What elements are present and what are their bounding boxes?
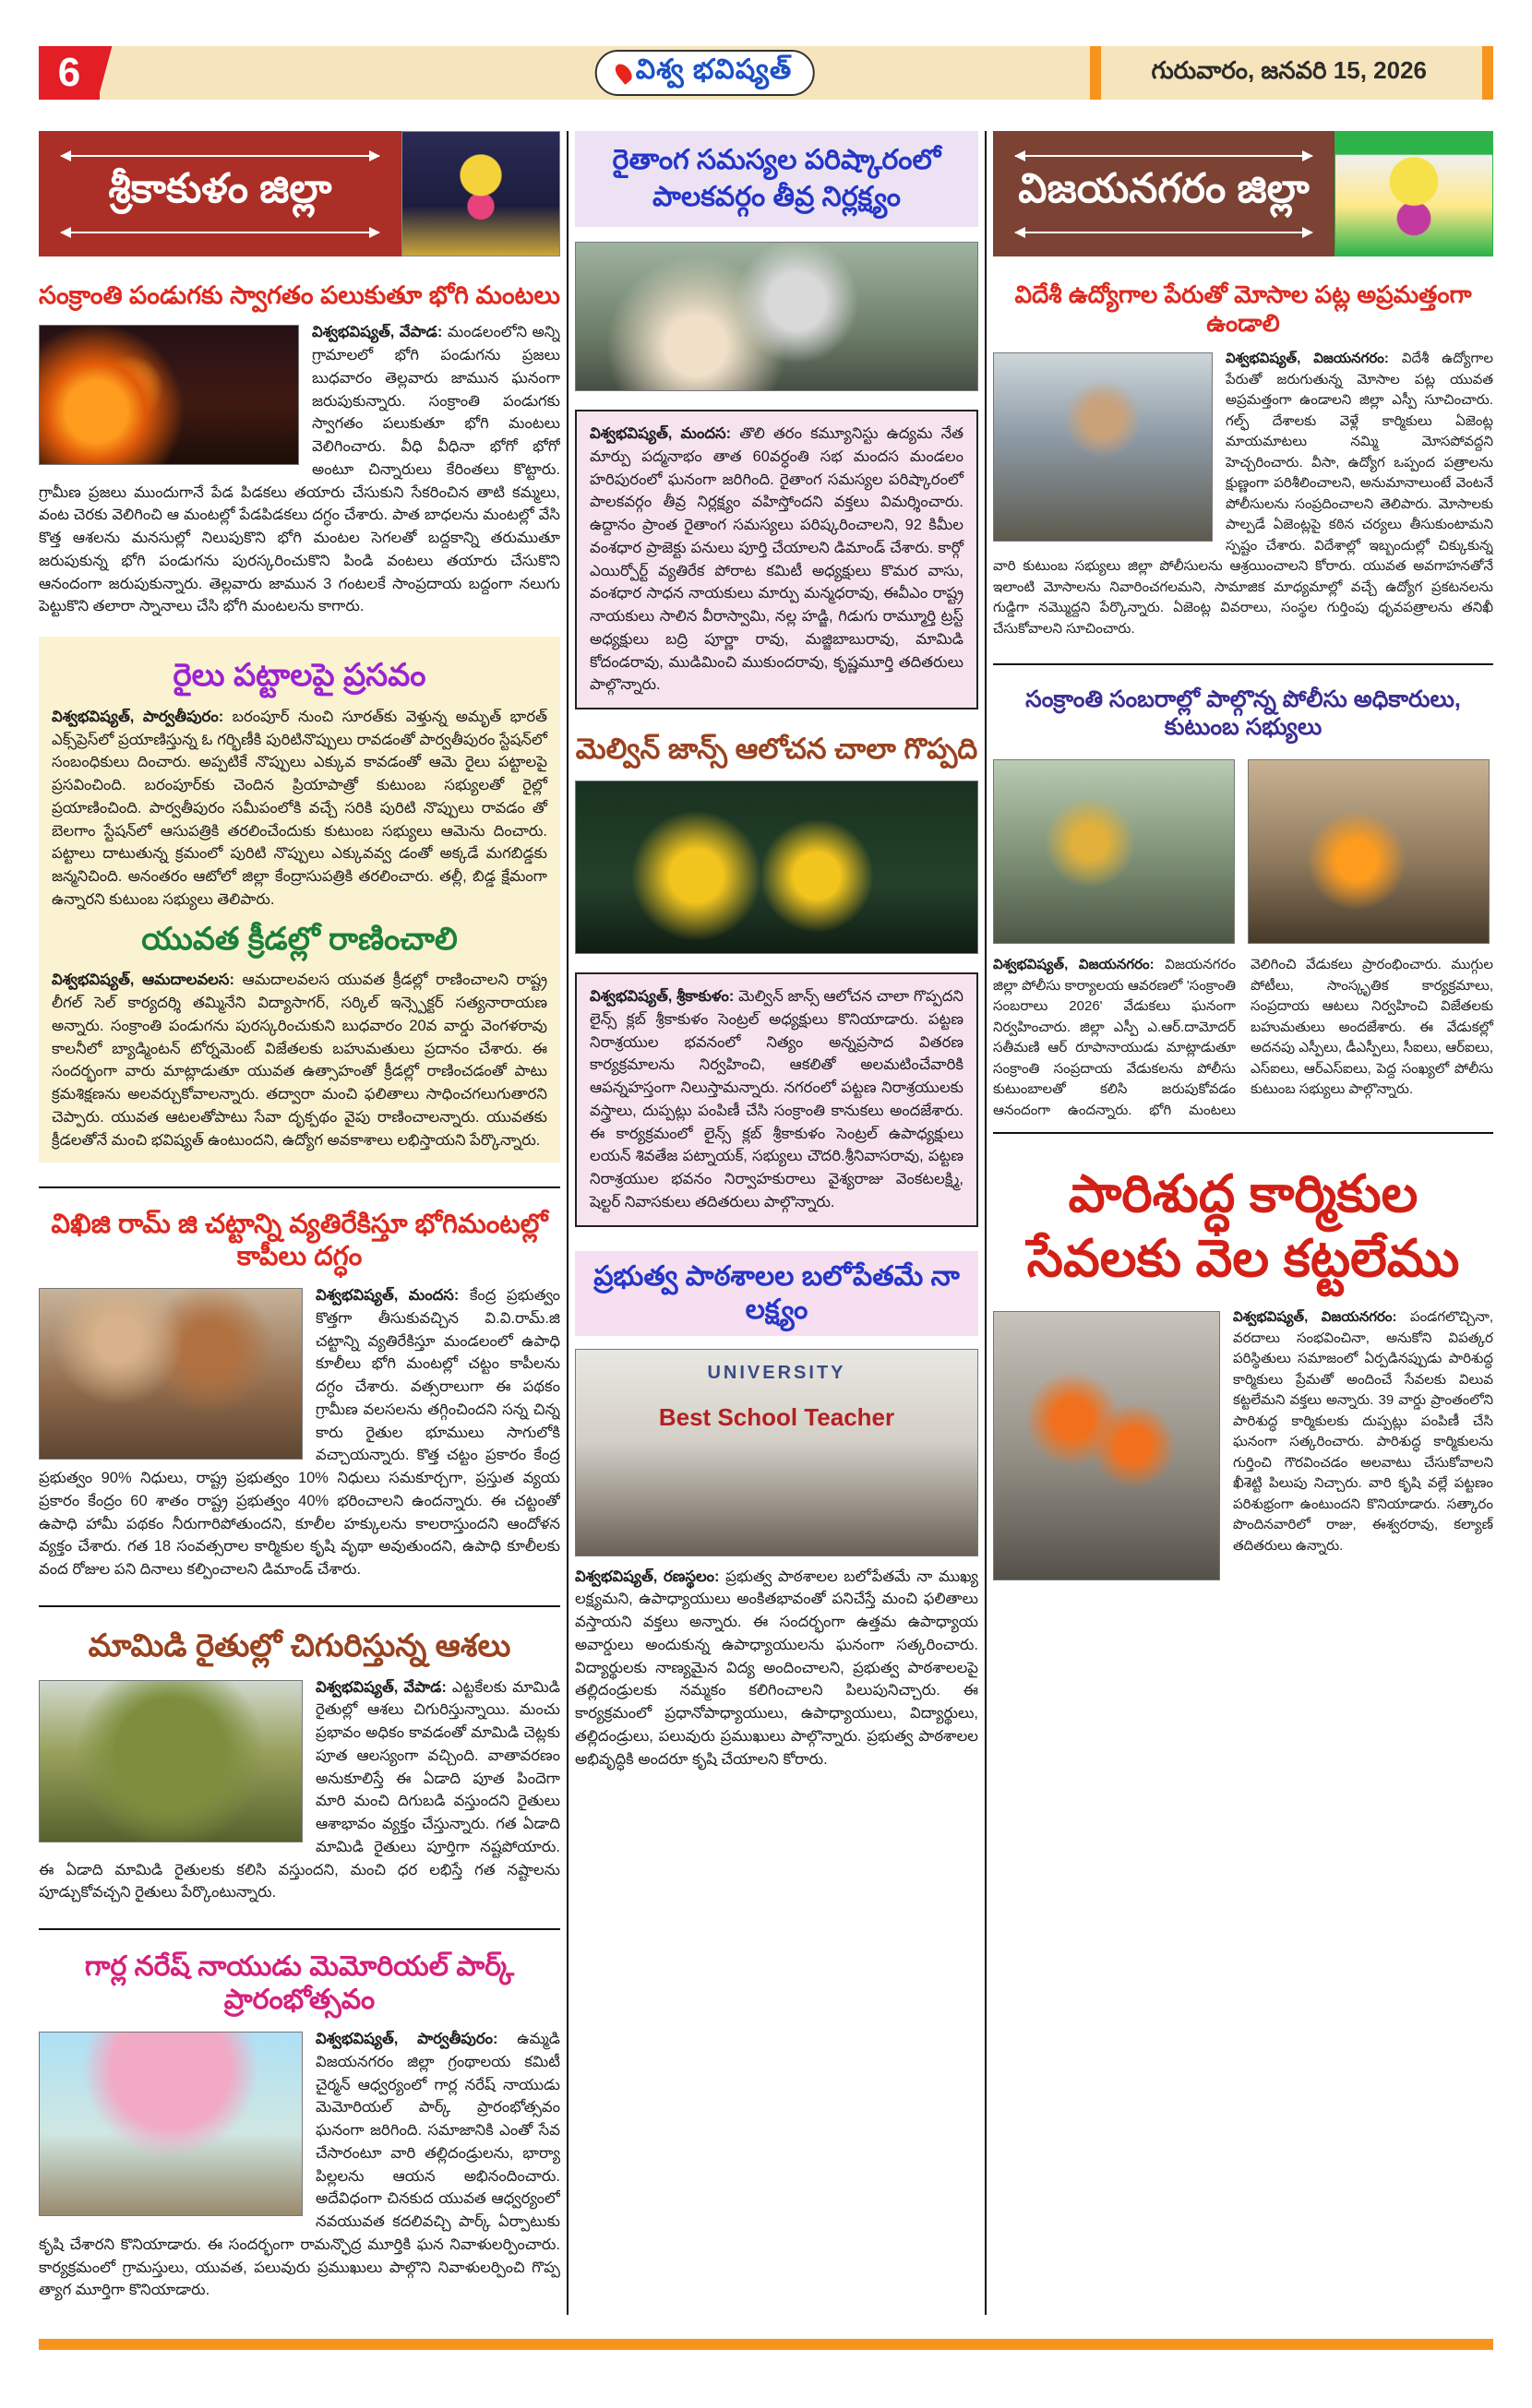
article-job-frauds (993, 349, 1493, 639)
headline-line1: పారిశుద్ధ కార్మికుల (1068, 1164, 1418, 1223)
banner-arrow-bottom (1015, 232, 1312, 233)
sankranti-celebration-photo (993, 759, 1235, 944)
date-cell (1090, 46, 1493, 100)
deity-image-srikakulam (401, 131, 560, 256)
section-divider (39, 1605, 560, 1607)
article-sanitation-workers (993, 1307, 1493, 1586)
banner-arrow-top (61, 155, 379, 157)
byline: విశ్వభవిష్యత్, విజయనగరం: (1233, 1309, 1397, 1326)
body-text: విదేశీ ఉద్యోగాల పేరుతో జరుగుతున్న మోసాల పట్ల యువత అప్రమత్తంగా ఉండాలని జిల్లా ఎస్పీ సూచించారు. గల్ఫ్ దేశాలకు వెళ్లే కార్మికులు ఏజెంట్ల మాయమాటలు నమ్మి మోసపోవద్దని హెచ్చరించారు. వీసా, ఉద్యోగ ఒప్పంద పత్రాలను క్షుణ్ణంగా పరిశీలించాలని, అనుమానాలుంటే వెంటనే పోలీసులను సంప్రదించాలని తెలిపారు. మోసాలకు పాల్పడే ఏజెంట్లపై కఠిన చర్యలు తీసుకుంటామని స్పష్టం చేశారు. విదేశాల్లో ఇబ్బందుల్లో చిక్కుకున్న వారి కుటుంబ సభ్యులు జిల్లా పోలీసులను ఆశ్రయించాలని కోరారు. యువత అవగాహనతోనే ఇలాంటి మోసాలను నివారించగలమని, సామాజిక మాధ్యమాల్లో వచ్చే ఉద్యోగ ప్రకటనలను గుడ్డిగా నమ్మొద్దని పేర్కొన్నారు. ఏజెంట్ల వివరాలు, సంస్థల గుర్తింపు ధృవపత్రాలను తనిఖీ చేసుకోవాలని సూచించారు. (993, 351, 1493, 637)
orange-divider-bar (1090, 46, 1101, 100)
farmers-issue-body-box (575, 410, 978, 709)
vizianagaram-banner-box (993, 131, 1335, 256)
column-srikakulam (39, 131, 560, 2315)
edition-date: గురువారం, జనవరి 15, 2026 (1151, 55, 1427, 84)
body-text: ఉమ్మడి విజయనగరం జిల్లా గ్రంథాలయ కమిటీ చైర్మన్ ఆధ్వర్యంలో గార్ల నరేష్ నాయుడు మెమోరియల్ పార్క్ ప్రారంభోత్సవం ఘనంగా జరిగింది. సమాజానికి ఎంతో సేవ చేసారంటూ వారి తల్లిదండ్రులను, భార్యా పిల్లలను ఆయన అభినందించారు. అదేవిధంగా చినకుద యువత ఆధ్వర్యంలో నవయువత కదలివచ్చి పార్క్ ఏర్పాటుకు కృషి చేశారని కొనియాడారు. ఈ సందర్భంగా రామన్ఛొద్ర మూర్తికి ఘన నివాళులర్పించారు. కార్యక్రమంలో గ్రామస్తులు, యువత, పలువురు ప్రముఖులు పాల్గొని నివాళులర్పించి గొప్ప త్యాగ మూర్తిగా కొనియాడారు. (39, 2031, 560, 2299)
byline: విశ్వభవిష్యత్, పార్వతీపురం: (52, 708, 224, 725)
police-officer-photo (993, 352, 1213, 542)
article-body (52, 969, 547, 1151)
header-band (39, 46, 1493, 100)
page-number-slash-decoration (100, 46, 113, 100)
headline-mango-farmers: మామిడి రైతుల్లో చిగురిస్తున్న ఆశలు (88, 1627, 511, 1663)
byline: విశ్వభవిష్యత్, పార్వతీపురం: (316, 2031, 498, 2048)
park-arch-photo (39, 2032, 303, 2216)
byline: విశ్వభవిష్యత్, వేపాడ: (316, 1678, 447, 1696)
section-divider (993, 1132, 1493, 1134)
headline-farmers-issues-line2: పాలకవర్గం తీవ్ర నిర్లక్ష్యం (652, 182, 901, 212)
banner-arrow-top (1015, 155, 1312, 157)
srikakulam-section-title: శ్రీకాకుళం జిల్లా (108, 165, 332, 211)
column-middle (575, 131, 978, 2315)
headline-sankranti-police: సంక్రాంతి సంబరాల్లో పాల్గొన్న పోలీసు అధికారులు, కుటుంబ సభ్యులు (1025, 686, 1461, 741)
deity-image-vizianagaram (1335, 131, 1493, 256)
sankranti-photo-row (993, 759, 1493, 944)
article-law-copies-burnt (39, 1284, 560, 1581)
article-body (52, 706, 547, 912)
newspaper-page (0, 46, 1532, 2408)
page-number: 6 (57, 50, 81, 95)
column-vizianagaram (993, 131, 1493, 2315)
column-divider (985, 131, 987, 2315)
article-memorial-park (39, 2028, 560, 2302)
article-body (590, 985, 963, 1214)
byline: విశ్వభవిష్యత్, వేపాడ: (312, 324, 443, 341)
banner-arrow-bottom (61, 232, 379, 233)
srikakulam-banner-box (39, 131, 401, 256)
masthead-title: విశ్వ భవిష్యత్ (635, 54, 793, 85)
headline-melvin-jones: మెల్విన్ జాన్స్ ఆలోచన చాలా గొప్పది (575, 733, 978, 765)
srikakulam-section-banner (39, 131, 560, 256)
body-text: మెల్విన్ జాన్స్ ఆలోచన చాలా గొప్పదని లైన్స్ క్లబ్ శ్రీకాకుళం సెంట్రల్ అధ్యక్షులు కొనియాడారు. పట్టణ నిరాశ్రయుల భవనంలో నిత్యం అన్నప్రసాద వితరణ కార్యక్రమాలను నిర్వహించి, ఆకలితో అలమటించేవారికి ఆపన్నహస్తంగా నిలుస్తామన్నారు. నగరంలో పట్టణ నిరాశ్రయులకు వస్త్రాలు, దుప్పట్లు పంపిణీ చేసి సంక్రాంతి కానుకలు అందజేశారు. ఈ కార్యక్రమంలో లైన్స్ క్లబ్ శ్రీకాకుళం సెంట్రల్ ఉపాధ్యక్షులు లయన్ శివతేజ పట్నాయక్, సభ్యులు చౌదరి.శ్రీనివాసరావు, పట్టణ నిరాశ్రయుల భవనం నిర్వాహకురాలు వైశ్యరాజు వెంకటలక్ష్మి, షెల్టర్ నివాసకులు తదితరులు పాల్గొన్నారు. (590, 988, 963, 1210)
body-text: మండలంలోని అన్ని గ్రామాలలో భోగి పండుగను ప్రజలు బుధవారం తెల్లవారు జామున ఘనంగా జరుపుకున్నారు. సంక్రాంతి పండుగకు స్వాగతం పలుకుతూ భోగి మంటలు వెలిగించారు. వీధి వీధినా భోగో భోగో అంటూ చిన్నారులు కేరింతలు కొట్టారు. గ్రామీణ ప్రజలు ముందుగానే పేడ పిడకలు తయారు చేసుకుని సేకరించిన తాటి కమ్మలు, వంట చెరకు వెలిగించి ఆ మంటల్లో పేడపిడకలు దగ్ధం చేశారు. పాత బాధలను మంటల్లో వేసి కొత్త ఆశలను మనసుల్లో నిలుపుకొని భోగి మంటల సెగలతో బద్దకాన్ని తరుముతూ జరుపుకున్న భోగి పండుగను పురస్కరించుకొని పిండి వంటలు తయారు చేసుకొని ఆనందంగా జరుపుకున్నారు. తెల్లవారు జామున 3 గంటలకే సాంప్రదాయ బద్దంగా నలుగు పెట్టుకొని తలారా స్నానాలు చేసి భోగి మంటలను కాగారు. (39, 324, 560, 615)
byline: విశ్వభవిష్యత్, మందస: (590, 425, 732, 442)
headline-farmers-issues-line1: రైతాంగ సమస్యల పరిష్కారంలో (612, 145, 941, 175)
best-teacher-award-photo (575, 1349, 978, 1556)
article-body (575, 1566, 978, 1771)
article-body (590, 423, 963, 697)
protest-group-photo (39, 1288, 303, 1460)
body-text: విజయనగరం జిల్లా పోలీసు కార్యాలయ ఆవరణలో 'సంక్రాంతి సంబరాలు 2026' వేడుకలు ఘనంగా నిర్వహించారు. జిల్లా ఎస్పీ ఎ.ఆర్.దామోదర్ సతీమణి ఆర్ రూపానాయుడు మాట్లాడుతూ సంక్రాంతి సంప్రదాయ వేడుకలను పోలీసు కుటుంబాలతో కలిసి జరుపుకోవడం ఆనందంగా ఉందన్నారు. భోగి మంటలు వెలిగించి వేడుకలు ప్రారంభించారు. ముగ్గుల పోటీలు, సాంస్కృతిక కార్యక్రమాలు, సంప్రదాయ ఆటలు నిర్వహించి విజేతలకు బహుమతులు అందజేశారు. ఈ వేడుకల్లో అదనపు ఎస్పీలు, డీఎస్పీలు, సీఐలు, ఆర్ఐలు, ఎస్ఐలు, ఆర్ఎస్ఐలు, పెద్ద సంఖ్యలో పోలీసు కుటుంబ సభ్యులు పాల్గొన్నారు. (993, 957, 1493, 1118)
police-bonfire-photo (1248, 759, 1490, 944)
section-divider (39, 1928, 560, 1930)
charity-distribution-photo (575, 781, 978, 954)
headline-bhogi-fires: సంక్రాంతి పండుగకు స్వాగతం పలుకుతూ భోగి మంటలు (39, 281, 561, 309)
byline: విశ్వభవిష్యత్, విజయనగరం: (1226, 351, 1389, 367)
vizianagaram-section-banner (993, 131, 1493, 256)
schools-headline-box (575, 1251, 978, 1336)
columns-wrap (39, 131, 1493, 2315)
masthead (595, 50, 815, 96)
byline: విశ్వభవిష్యత్, మందస: (316, 1287, 460, 1305)
headline-rail-delivery: రైలు పట్టాలపై ప్రసవం (173, 658, 426, 694)
photo-text-university: UNIVERSITY (707, 1362, 846, 1383)
article-body (993, 955, 1493, 1121)
body-text: ఆమదాలవలస యువత క్రీడల్లో రాణించాలని రాష్ట్ర లీగల్ సెల్ కార్యదర్శి తమ్మినేని విద్యాసాగర్, సర్కిల్ ఇన్స్పెక్టర్ సత్యనారాయణ అన్నారు. సంక్రాంతి పండుగను పురస్కరించుకుని బుధవారం 20వ వార్డు వెంగళరావు కాలనీలో బ్యాడ్మింటన్ టోర్నమెంట్ విజేతలకు బహుమతులు ప్రదానం చేశారు. ఈ సందర్భంగా వారు మాట్లాడుతూ యువత ఉత్సాహంతో క్రీడల్లో రాణించడంతో పాటు క్రమశిక్షణను అలవర్చుకోవాలన్నారు. తద్వారా మంచి ఫలితాలు సాధించగలుగుతారని చెప్పారు. యువత ఆటలతోపాటు సేవా దృక్పథం వైపు రాణించాలన్నారు. యువతకు క్రీడలతోనే మంచి భవిష్యత్ ఉంటుందని, ఉద్యోగ అవకాశాలు లభిస్తాయని పేర్కొన్నారు. (52, 972, 547, 1149)
headline-line2: సేవలకు వెల కట్టలేము (1026, 1229, 1460, 1288)
byline: విశ్వభవిష్యత్, విజయనగరం: (993, 957, 1155, 973)
cream-box-articles (39, 637, 560, 1162)
farmers-issue-headline-box (575, 131, 978, 227)
headline-law-copies-burnt: విఖిజి రామ్ జి చట్టాన్ని వ్యతిరేకిస్తూ భోగిమంటల్లో కాపీలు దగ్ధం (51, 1210, 548, 1272)
body-text: ప్రభుత్వ పాఠశాలల బలోపేతమే నా ముఖ్య లక్ష్యమని, ఉపాధ్యాయులు అంకితభావంతో పనిచేస్తే మంచి ఫలితాలు వస్తాయని వక్తలు అన్నారు. ఈ సందర్భంగా ఉత్తమ ఉపాధ్యాయ అవార్డులు అందుకున్న ఉపాధ్యాయులను ఘనంగా సత్కరించారు. విద్యార్థులకు నాణ్యమైన విద్య అందించాలని, ప్రభుత్వ పాఠశాలలపై తల్లిదండ్రులకు నమ్మకం కలిగించాలని పిలుపునిచ్చారు. ఈ కార్యక్రమంలో ప్రధానోపాధ్యాయులు, ఉపాధ్యాయులు, విద్యార్థులు, తల్లిదండ్రులు, పలువురు ప్రముఖులు పాల్గొన్నారు. ప్రభుత్వ పాఠశాలల అభివృద్ధికి అందరూ కృషి చేయాలని కోరారు. (575, 1568, 978, 1768)
body-text: ఎట్టకేలకు మామిడి రైతుల్లో ఆశలు చిగురిస్తున్నాయి. మంచు ప్రభావం అధికం కావడంతో మామిడి చెట్లకు పూత ఆలస్యంగా వచ్చింది. వాతావరణం అనుకూలిస్తే ఈ ఏడాది పూత పిందెగా మారి మంచి దిగుబడి వస్తుందని రైతులు ఆశాభావం వ్యక్తం చేస్తున్నారు. గత ఏడాది మామిడి రైతులు పూర్తిగా నష్టపోయారు. ఈ ఏడాది మామిడి రైతులకు కలిసి వస్తుందని, మంచి ధర లభిస్తే గత నష్టాలను పూడ్చుకోవచ్చని రైతులు పేర్కొంటున్నారు. (39, 1678, 560, 1901)
footer-orange-bar (39, 2339, 1493, 2350)
headline-job-frauds: విదేశీ ఉద్యోగాల పేరుతో మోసాల పట్ల అప్రమత్తంగా ఉండాలి (1014, 280, 1472, 338)
sanitation-workers-photo (993, 1311, 1220, 1580)
body-text: బరంపూర్ నుంచి సూరత్‌కు వెళ్తున్న అమృత్ భారత్ ఎక్స్‌ప్రెస్‌లో ప్రయాణిస్తున్న ఓ గర్భిణీకి పురిటినొప్పులు రావడంతో పార్వతీపురం స్టేషన్‌లో సంబంధికులు దించారు. అప్పటికే నొప్పులు ఎక్కువ కావడంతో ఆమె రైలు పట్టాలపై ప్రసవించింది. బరంపూర్‌కు చెందిన ప్రియాపాత్రో కుటుంబ సభ్యులతో రైల్లో ప్రయాణించింది. పార్వతీపురం సమీపంలోకి వచ్చే సరికి పురిటి నొప్పులు రావడం తో బెలగాం స్టేషన్‌లో ఆసుపత్రికి తరలించేందుకు కుటుంబ సభ్యులు ఆమెను దించారు. పట్టాలు దాటుతున్న క్రమంలో పురిటి నొప్పులు ఎక్కువవ్వ డంతో అక్కడే మగబిడ్డకు జన్మనిచింది. అనంతరం ఆటోలో జిల్లా కేంద్రాసుపత్రికి తరలించారు. తల్లీ, బిడ్డ క్షేమంగా ఉన్నారని కుటుంబ సభ్యులు తెలిపారు. (52, 708, 547, 908)
body-text: పండగలొచ్చినా, వరదాలు సంభవించినా, అనుకోని విపత్కర పరిస్థితులు సమాజంలో ఏర్పడినప్పుడు పారిశుద్ధ కార్మికులు ప్రేమతో అందించే సేవలకు విలువ కట్టలేమని వక్తలు అన్నారు. 39 వార్డు ప్రాంతంలోని పారిశుద్ధ కార్మికులకు దుప్పట్లు పంపిణీ చేసి ఘనంగా సత్కరించారు. పారిశుద్ధ కార్మికులను గుర్తించి గౌరవించడం అలవాటు చేసుకోవాలని ఖీశెట్టి పిలుపు నిచ్చారు. వారి కృషి వల్లే పట్టణం పరిశుభ్రంగా ఉంటుందని కొనియాడారు. సత్కారం పొందినవారిలో రాజు, ఈశ్వరరావు, కల్యాణ్ తదితరులు ఉన్నారు. (1233, 1309, 1493, 1554)
flame-icon (612, 61, 635, 85)
body-text: తొలి తరం కమ్యూనిస్టు ఉద్యమ నేత మార్పు పద్మనాభం తాత 60వర్ధంతి సభ మందస మండలం హరిపురంలో ఘనంగా జరిగింది. రైతాంగ సమస్యల పరిష్కారంలో పాలకవర్గం తీవ్ర నిర్లక్ష్యం వహిస్తోందని వక్తలు విమర్శించారు. ఉద్దానం ప్రాంత రైతాంగ సమస్యలు పరిష్కరించాలని, 92 కిమీల వంశధార ప్రాజెక్టు పనులు పూర్తి చేయాలని డిమాండ్ చేశారు. కార్గో ఎయిర్పోర్ట్ వ్యతిరేక పోరాట కమిటీ అధ్యక్షులు కొమర వాసు, వంశధార సాధన నాయకులు మార్పు మన్మధరావు, ఈవీఎం రాష్ట్ర నాయకులు సాలిన వీరాస్వామి, నల్ల హడ్జి, గిడుగు రామ్మూర్తి ట్రస్ట్ అధ్యక్షులు బద్రి పూర్ణా రావు, మజ్జిబాబురావు, మామిడి కోదండరావు, ముడిమించి ముకుందరావు, కృష్ణమూర్తి తదితరులు పాల్గొన్నారు. (590, 425, 963, 694)
melvin-jones-body-box (575, 972, 978, 1227)
headline-govt-schools: ప్రభుత్వ పాఠశాలల బలోపేతమే నా లక్ష్యం (593, 1260, 960, 1325)
section-divider (39, 1186, 560, 1188)
byline: విశ్వభవిష్యత్, ఆమదాలవలస: (52, 972, 234, 989)
photo-text-best-school-teacher: Best School Teacher (658, 1402, 895, 1431)
body-text: కేంద్ర ప్రభుత్వం కొత్తగా తీసుకువచ్చిన వి.వి.రామ్.జి చట్టాన్ని వ్యతిరేకిస్తూ మండలంలో ఉపాధి కూలీలు భోగి మంటల్లో చట్టం కాపీలను దగ్ధం చేశారు. వత్సరాలుగా ఈ పథకం గ్రామీణ వలసలను తగ్గించిందని సన్న చిన్న కారు రైతుల భూములు సాగులోకి వచ్చాయన్నారు. కొత్త చట్టం ప్రకారం కేంద్ర ప్రభుత్వం 90% నిధులు, రాష్ట్ర ప్రభుత్వం 10% నిధులు సమకూర్చగా, ప్రస్తుత వ్యయ ప్రకారం కేంద్రం 60 శాతం రాష్ట్ర ప్రభుత్వం 40% భరించాలని ఉందన్నారు. ఈ చట్టంతో ఉపాధి హామీ పథకం నీరుగారిపోతుందని, కూలీల హక్కులను కాలరాస్తుందని ఆందోళన వ్యక్తం చేశారు. గత 18 సంవత్సరాల కార్మికుల కృషి వృథా అవుతుందని, ఉపాధి కూలీలకు వంద రోజుల పని దినాలు కల్పించాలని డిమాండ్ చేశారు. (39, 1287, 560, 1579)
headline-sanitation-workers (993, 1162, 1493, 1291)
page-number-box (39, 46, 100, 100)
article-bhogi-fires (39, 321, 560, 618)
section-divider (993, 663, 1493, 665)
statue-garlanding-photo (575, 242, 978, 391)
column-divider (567, 131, 569, 2315)
vizianagaram-section-title: విజయనగరం జిల్లా (1018, 165, 1310, 211)
article-mango-farmers (39, 1676, 560, 1905)
headline-memorial-park: గార్ల నరేష్ నాయుడు మెమోరియల్ పార్క్ ప్రారంభోత్సవం (84, 1951, 515, 2016)
mango-tree-photo (39, 1680, 303, 1842)
bonfire-photo (39, 325, 299, 465)
headline-youth-sports: యువత క్రీడల్లో రాణించాలి (141, 921, 458, 957)
byline: విశ్వభవిష్యత్, రణస్థలం: (575, 1568, 720, 1585)
byline: విశ్వభవిష్యత్, శ్రీకాకుళం: (590, 988, 735, 1006)
orange-edge-bar (1482, 46, 1493, 100)
